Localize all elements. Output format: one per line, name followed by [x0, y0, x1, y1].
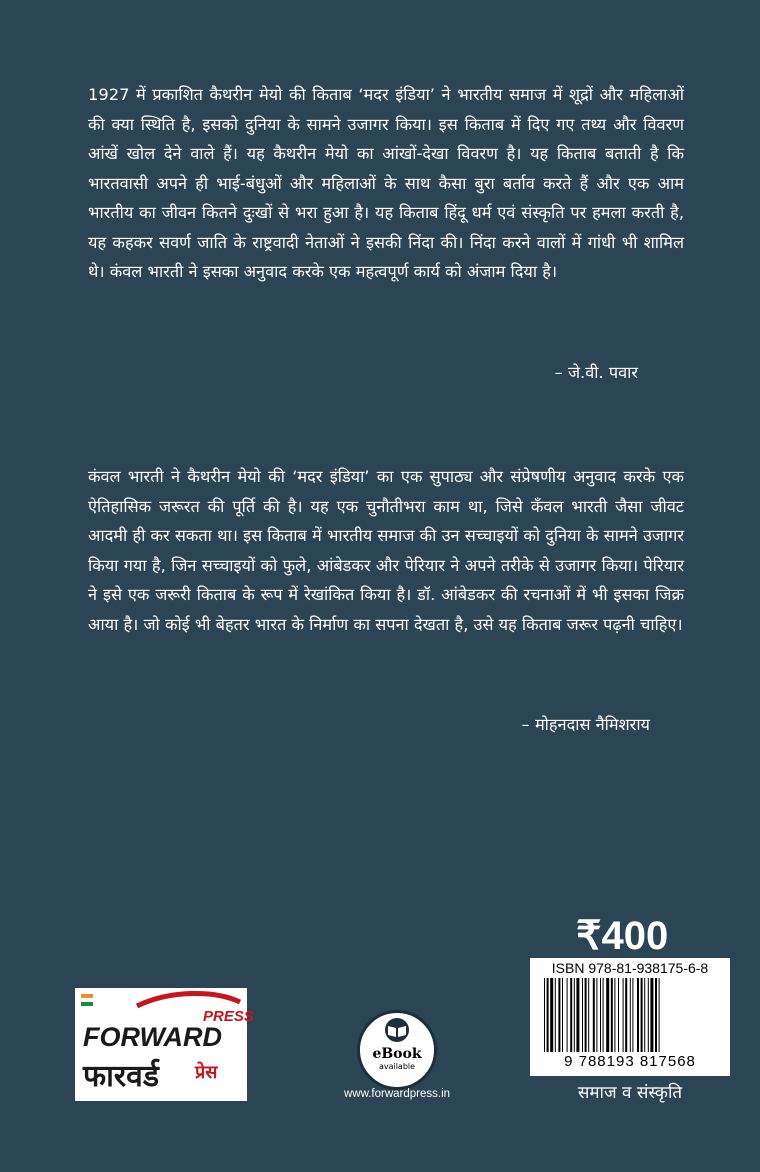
barcode-graphic: [542, 978, 718, 1054]
barcode-bar: [606, 978, 609, 1052]
isbn-digits: 9 788193 817568: [564, 1053, 696, 1070]
forward-press-logo-icon: [75, 988, 254, 1101]
barcode-bar: [648, 978, 649, 1052]
barcode-bar: [585, 978, 587, 1052]
barcode-bar: [576, 978, 579, 1052]
isbn-label: ISBN 978-81-938175-6-8: [551, 960, 709, 976]
review-attribution-2: – मोहनदास नैमिशराय: [521, 715, 650, 734]
publisher-logo: [75, 988, 254, 1101]
barcode-bar: [655, 978, 657, 1052]
barcode-bar: [603, 978, 604, 1052]
barcode-bar: [623, 978, 624, 1052]
barcode-bar: [562, 978, 563, 1052]
genre-label: समाज व संस्कृति: [577, 1083, 683, 1103]
barcode-bar: [611, 978, 613, 1052]
svg-text:FORWARD: FORWARD: [83, 1022, 222, 1052]
barcode-bar: [614, 978, 615, 1052]
review-paragraph-2: कंवल भारती ने कैथरीन मेयो की ‘मदर इंडिया’ का एक सुपाठ्य और संप्रेषणीय अनुवाद करके एक ऐतिहासिक जरूरत की पूर्ति की है। यह एक चुनौतीभरा काम था, जिसे कँवल भारती जैसा जीवट आदमी ही कर सकता था। इस किताब में भारतीय समाज की उन सच्चाइयों को दुनिया के सामने उजागर किया गया है, जिन सच्चाइयों को फुले, आंबेडकर और पेरियार ने अपने तरीके से उजागर किया। पेरियार ने इसे एक जरूरी किताब के रूप में रेखांकित किया है। डॉ. आंबेडकर की रचनाओं में भी इसका जिक्र आया है। जो कोई भी बेहतर भारत के निर्माण का सपना देखता है, उसे यह किताब जरूर पढ़नी चाहिए।: [88, 467, 684, 634]
barcode-bar: [570, 978, 572, 1052]
barcode-bar: [637, 978, 639, 1052]
barcode-bar: [588, 978, 589, 1052]
publisher-website[interactable]: www.forwardpress.in: [343, 1088, 451, 1100]
ebook-subtitle: available: [378, 1062, 416, 1071]
barcode-bar: [650, 978, 653, 1052]
barcode-bar: [550, 978, 553, 1052]
barcode-bar: [593, 978, 595, 1052]
review-attribution-1: – जे.वी. पवार: [554, 363, 638, 382]
barcode-bar: [596, 978, 597, 1052]
barcode-bar: [582, 978, 583, 1052]
svg-text:फारवर्ड: फारवर्ड: [83, 1059, 159, 1094]
barcode-bar: [574, 978, 575, 1052]
svg-text:प्रेस: प्रेस: [195, 1062, 218, 1083]
barcode-bar: [630, 978, 631, 1052]
barcode-bar: [644, 978, 645, 1052]
barcode-bar: [555, 978, 556, 1052]
price-label: ₹400: [576, 914, 669, 958]
barcode-bar: [625, 978, 627, 1052]
svg-text:PRESS: PRESS: [203, 1008, 254, 1025]
ebook-badge: [357, 1010, 437, 1090]
barcode-bar: [600, 978, 601, 1052]
barcode-bar: [632, 978, 633, 1052]
barcode-bar: [544, 978, 545, 1052]
review-paragraph-1: 1927 में प्रकाशित कैथरीन मेयो की किताब ‘मदर इंडिया’ ने भारतीय समाज में शूद्रों और महिलाओं की क्या स्थिति है, इसको दुनिया के सामने उजागर किया। इस किताब में दिए गए तथ्य और विवरण आंखें खोल देने वाले हैं। यह कैथरीन मेयो का आंखों-देखा विवरण है। यह किताब बताती है कि भारतवासी अपने ही भाई-बंधुओं और महिलाओं के साथ कैसा बुरा बर्ताव करते हैं और एक आम भारतीय का जीवन कितने दुःखों से भरा हुआ है। यह किताब हिंदू धर्म एवं संस्कृति पर हमला करती है, यह कहकर सवर्ण जाति के राष्ट्रवादी नेताओं ने इसकी निंदा की। निंदा करने वालों में गांधी भी शामिल थे। कंवल भारती ने इसका अनुवाद करके एक महत्वपूर्ण कार्य को अंजाम दिया है।: [88, 85, 684, 281]
barcode-bar: [547, 978, 549, 1052]
barcode-bar: [558, 978, 560, 1052]
barcode-bar: [567, 978, 568, 1052]
barcode-block: [530, 958, 730, 1076]
ebook-title: eBook: [372, 1046, 422, 1062]
barcode-bar: [618, 978, 619, 1052]
barcode-bar: [641, 978, 643, 1052]
barcode-bar: [659, 978, 660, 1052]
